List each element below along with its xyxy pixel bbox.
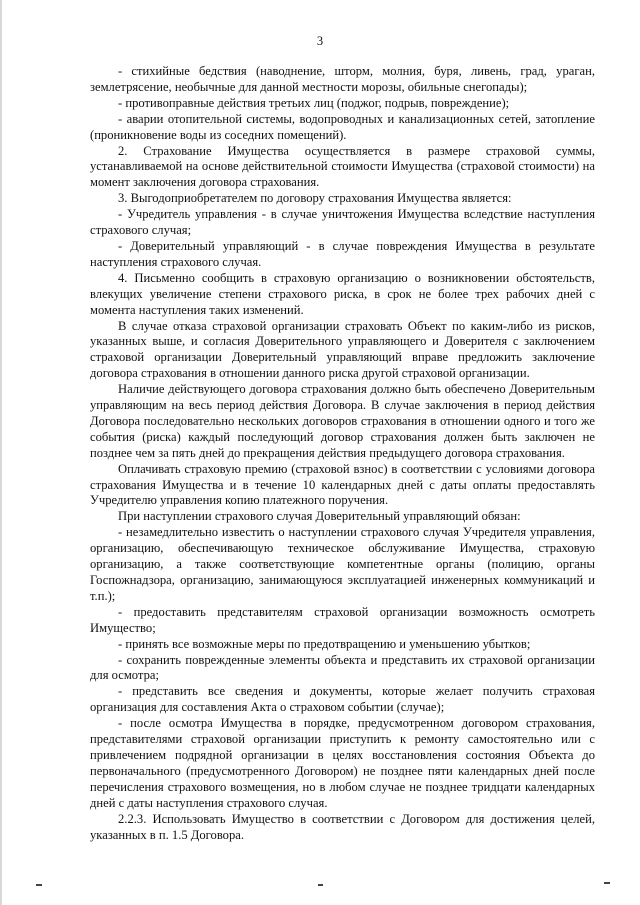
scan-mark [604,882,610,884]
paragraph: - Учредитель управления - в случае уничтожения Имущества вследствие наступления страхового случая; [90,207,595,238]
paragraph: - представить все сведения и документы, которые желает получить страховая организация для составления Акта о страховом событии (случае); [90,684,595,715]
paragraph: Оплачивать страховую премию (страховой взнос) в соответствии с условиями договора страхования Имущества и в течение 10 календарных дней с даты оплаты предоставлять Учредителю управления копию платежного поручения. [90,461,595,508]
paragraph: - стихийные бедствия (наводнение, шторм, молния, буря, ливень, град, ураган, землетрясение, необычные для данной местности морозы, обильные снегопады); [90,64,595,94]
paragraph: - аварии отопительной системы, водопроводных и канализационных сетей, затопление (проникновение воды из соседних помещений). [90,111,595,142]
paragraph: - предоставить представителям страховой организации возможность осмотреть Имущество; [90,604,595,635]
paragraph: 2. Страхование Имущества осуществляется в размере страховой суммы, устанавливаемой на основе действительной стоимости Имущества (страховой стоимости) на момент заключения договора страхования. [90,143,595,190]
scan-edge [0,0,2,905]
paragraph: 2.2.3. Использовать Имущество в соответствии с Договором для достижения целей, указанных в п. 1.5 Договора. [90,811,595,842]
paragraph: - принять все возможные меры по предотвращению и уменьшению убытков; [118,636,531,651]
scan-mark [318,884,323,886]
paragraph: - Доверительный управляющий - в случае повреждения Имущества в результате наступления страхового случая. [90,238,595,269]
paragraph: - после осмотра Имущества в порядке, предусмотренном договором страхования, представителями страховой организации приступить к ремонту самостоятельно или с привлечением подрядной организации в целях восстановления состояния Объекта до первоначального (предусмотренного Договором) не позднее пяти календарных дней после перечисления страхового возмещения, но в любом случае не позднее тридцати календарных дней с даты наступления страхового случая. [90,716,595,810]
scan-mark [36,884,42,886]
paragraph: - противоправные действия третьих лиц (поджог, подрыв, повреждение); [118,95,510,110]
paragraph: При наступлении страхового случая Доверительный управляющий обязан: [118,509,521,524]
paragraph: В случае отказа страховой организации страховать Объект по каким-либо из рисков, указанных выше, и согласия Доверительного управляющего и Доверителя с заключением страховой организации Доверительный управляющий вправе предложить заключение договора страхования в отношении данного риска другой страховой организации. [90,318,595,381]
page-number: 3 [316,34,324,48]
paragraph: 3. Выгодоприобретателем по договору страхования Имущества является: [118,191,512,206]
paragraph: Наличие действующего договора страхования должно быть обеспечено Доверительным управляющим на весь период действия Договора. В случае заключения в период действия Договора последовательно нескольких договоров страхования в отношении одного и того же события (риска) каждый последующий договор страхования должен быть заключен не позднее чем за пять дней до прекращения действия предыдущего договора страхования. [90,382,595,460]
document-body [90,64,595,843]
paragraph: - сохранить поврежденные элементы объекта и представить их страховой организации для осмотра; [90,652,595,683]
paragraph: 4. Письменно сообщить в страховую организацию о возникновении обстоятельств, влекущих увеличение степени страхового риска, в срок не более трех рабочих дней с момента наступления таких изменений. [90,270,595,317]
paragraph: - незамедлительно известить о наступлении страхового случая Учредителя управления, организацию, обеспечивающую техническое обслуживание Имущества, страховую организацию, а также соответствующие компетентные органы (полицию, органы Госпожнадзора, организацию, занимающуюся эксплуатацией инженерных коммуникаций и т.п.); [90,525,595,603]
